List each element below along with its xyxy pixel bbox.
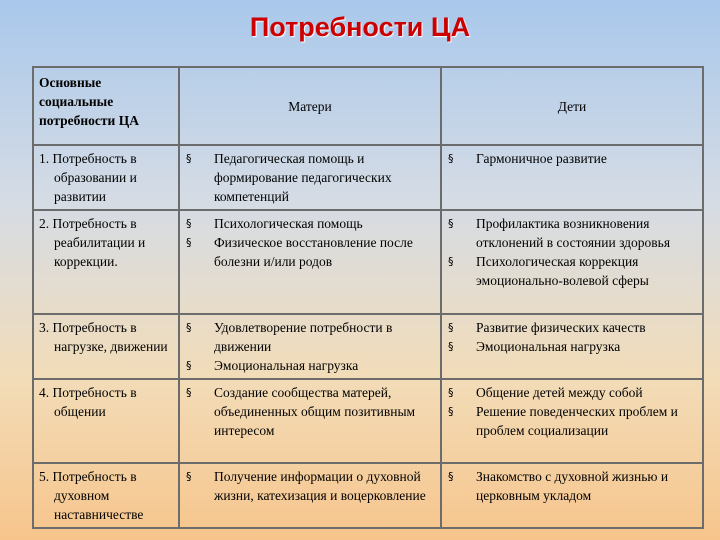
bullet-icon: § [186,236,192,249]
mothers-cell [179,210,441,314]
bullet-icon: § [186,217,192,230]
need-cell: 4. Потребность в общении [33,379,179,463]
list-item: § Эмоциональная нагрузка [186,358,359,373]
bullet-icon: § [448,340,454,353]
children-cell [441,314,703,379]
list-item: § Психологическая помощь [186,216,363,231]
list-item: § Получение информации о духовной жизни, катехизация и воцерковление [186,469,426,503]
header-children: Дети [441,67,703,145]
table-row [33,145,703,210]
bullet-icon: § [186,321,192,334]
children-cell [441,463,703,528]
mothers-cell [179,379,441,463]
list-item: § Удовлетворение потребности в движении [186,320,393,354]
mothers-cell [179,463,441,528]
bullet-icon: § [448,386,454,399]
header-mothers: Матери [179,67,441,145]
children-cell [441,379,703,463]
need-cell: 2. Потребность в реабилитации и коррекции. [33,210,179,314]
list-item: § Физическое восстановление после болезни и/или родов [186,235,413,269]
list-item: § Педагогическая помощь и формирование педагогических компетенций [186,151,392,204]
needs-table [32,66,704,529]
table-row [33,210,703,314]
bullet-icon: § [186,386,192,399]
list-item: § Развитие физических качеств [448,320,646,335]
table-row [33,463,703,528]
list-item: § Гармоничное развитие [448,151,607,166]
list-item: § Создание сообщества матерей, объединенных общим позитивным интересом [186,385,416,438]
list-item: § Психологическая коррекция эмоционально-волевой сферы [448,254,649,288]
page-title: Потребности ЦА [249,12,471,42]
bullet-icon: § [186,359,192,372]
list-item: § Знакомство с духовной жизнью и церковным укладом [448,469,669,503]
bullet-icon: § [448,255,454,268]
bullet-icon: § [448,152,454,165]
need-cell: 1. Потребность в образовании и развитии [33,145,179,210]
bullet-icon: § [448,217,454,230]
mothers-cell [179,314,441,379]
bullet-icon: § [448,470,454,483]
need-cell: 3. Потребность в нагрузке, движении [33,314,179,379]
need-cell: 5. Потребность в духовном наставничестве [33,463,179,528]
list-item: § Решение поведенческих проблем и проблем социализации [448,404,678,438]
children-cell [441,145,703,210]
mothers-cell [179,145,441,210]
table-header-row [33,67,703,145]
bullet-icon: § [448,321,454,334]
bullet-icon: § [186,152,192,165]
header-needs: Основные социальные потребности ЦА [33,67,179,145]
table-row [33,314,703,379]
bullet-icon: § [448,405,454,418]
children-cell [441,210,703,314]
table-row [33,379,703,463]
bullet-icon: § [186,470,192,483]
list-item: § Эмоциональная нагрузка [448,339,621,354]
list-item: § Профилактика возникновения отклонений в состоянии здоровья [448,216,671,250]
list-item: § Общение детей между собой [448,385,643,400]
